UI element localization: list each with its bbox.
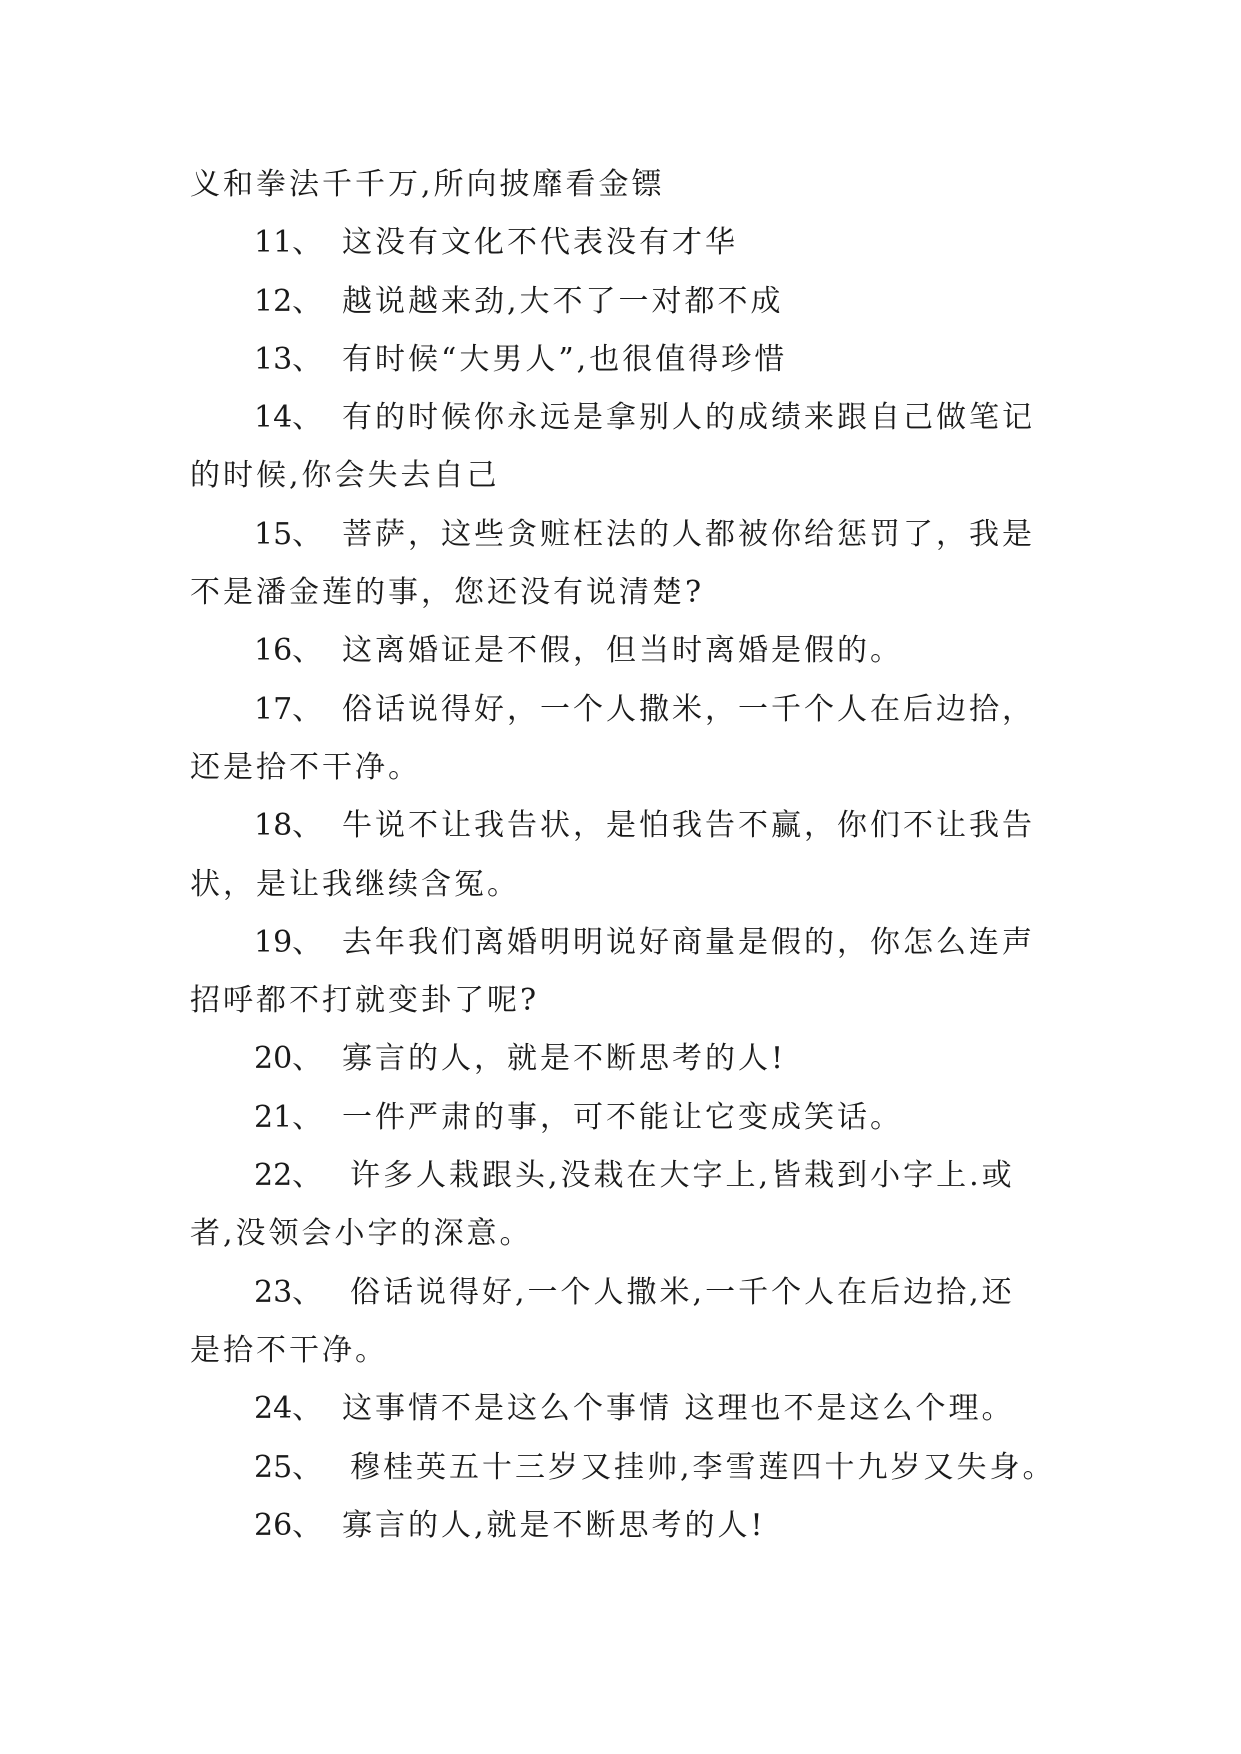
list-item-19 xyxy=(190,914,1060,972)
list-item-11 xyxy=(190,214,1060,272)
list-item-12 xyxy=(190,273,1060,331)
item-number: 11、 xyxy=(254,225,323,261)
list-item-25 xyxy=(190,1439,1060,1497)
item-text: 牛说不让我告状，是怕我告不赢，你们不让我告 xyxy=(342,808,1035,844)
text-line-continuation: 义和拳法千千万,所向披靡看金镖 xyxy=(190,167,665,202)
list-item-16 xyxy=(190,622,1060,680)
text-line-continuation: 不是潘金莲的事，您还没有说清楚? xyxy=(190,575,705,611)
item-text: 越说越来劲,大不了一对都不成 xyxy=(342,283,784,319)
item-number: 13、 xyxy=(254,341,323,377)
text-line-continuation: 招呼都不打就变卦了呢? xyxy=(190,983,540,1019)
item-number: 24、 xyxy=(254,1391,323,1427)
item-number: 21、 xyxy=(254,1099,323,1135)
item-number: 22、 xyxy=(254,1158,323,1194)
list-item-21 xyxy=(190,1089,1060,1147)
item-text: 有时候“大男人”,也很值得珍惜 xyxy=(342,341,788,377)
list-item-17 xyxy=(190,681,1060,739)
item-number: 25、 xyxy=(254,1449,323,1485)
item-text: 寡言的人，就是不断思考的人! xyxy=(342,1041,787,1077)
document-body xyxy=(190,156,1060,1555)
text-line-continuation: 是拾不干净。 xyxy=(190,1332,388,1368)
item-text: 这没有文化不代表没有才华 xyxy=(342,225,738,261)
list-item-20 xyxy=(190,1030,1060,1088)
item-text: 一件严肃的事，可不能让它变成笑话。 xyxy=(342,1099,903,1135)
list-item-24 xyxy=(190,1380,1060,1438)
item-number: 26、 xyxy=(254,1507,323,1543)
item-text: 俗话说得好，一个人撒米，一千个人在后边拾， xyxy=(342,691,1035,727)
item-number: 18、 xyxy=(254,808,323,844)
item-number: 20、 xyxy=(254,1041,323,1077)
item-number: 23、 xyxy=(254,1274,323,1310)
item-number: 12、 xyxy=(254,283,323,319)
item-number: 19、 xyxy=(254,924,323,960)
item-text: 菩萨，这些贪赃枉法的人都被你给惩罚了，我是 xyxy=(342,516,1035,552)
item-text: 这事情不是这么个事情 这理也不是这么个理。 xyxy=(342,1391,1015,1427)
text-line-continuation: 状，是让我继续含冤。 xyxy=(190,866,520,902)
list-item-14 xyxy=(190,389,1060,447)
item-text: 去年我们离婚明明说好商量是假的，你怎么连声 xyxy=(342,924,1035,960)
item-number: 17、 xyxy=(254,691,323,727)
text-line-continuation: 的时候,你会失去自己 xyxy=(190,458,500,494)
list-item-23 xyxy=(190,1264,1060,1322)
item-text: 穆桂英五十三岁又挂帅,李雪莲四十九岁又失身。 xyxy=(350,1449,1056,1485)
item-number: 16、 xyxy=(254,633,323,669)
item-text: 有的时候你永远是拿别人的成绩来跟自己做笔记 xyxy=(342,400,1035,436)
item-text: 俗话说得好,一个人撒米,一千个人在后边拾,还 xyxy=(350,1274,1015,1310)
item-number: 15、 xyxy=(254,516,323,552)
list-item-13 xyxy=(190,331,1060,389)
text-line-continuation: 者,没领会小字的深意。 xyxy=(190,1216,533,1252)
item-text: 许多人栽跟头,没栽在大字上,皆栽到小字上.或 xyxy=(350,1158,1015,1194)
list-item-22 xyxy=(190,1147,1060,1205)
list-item-15 xyxy=(190,506,1060,564)
list-item-18 xyxy=(190,797,1060,855)
item-number: 14、 xyxy=(254,400,323,436)
text-line-continuation: 还是拾不干净。 xyxy=(190,749,421,785)
item-text: 寡言的人,就是不断思考的人! xyxy=(342,1507,766,1543)
item-text: 这离婚证是不假，但当时离婚是假的。 xyxy=(342,633,903,669)
list-item-26 xyxy=(190,1497,1060,1555)
